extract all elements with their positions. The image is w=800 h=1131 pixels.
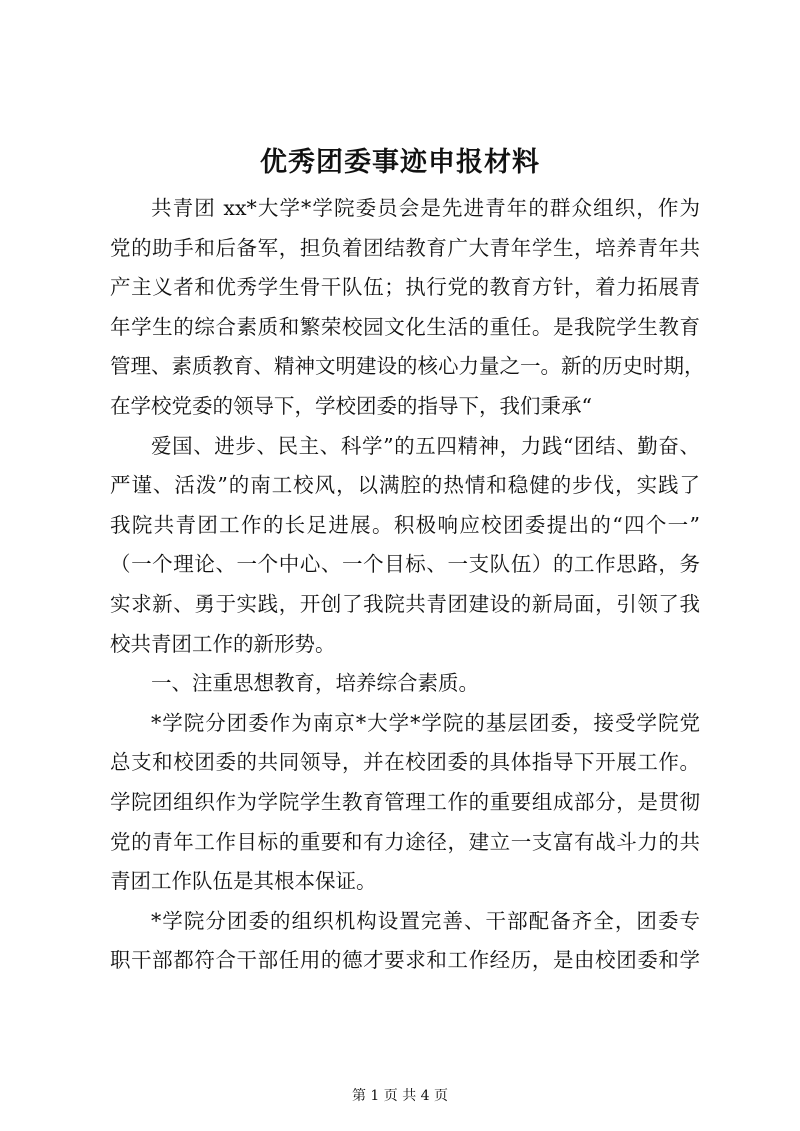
text-line: 总支和校团委的共同领导，并在校团委的具体指导下开展工作。 — [110, 750, 700, 775]
section-heading: 一、注重思想教育，培养综合素质。 — [151, 671, 479, 696]
page-footer: 第 1 页 共 4 页 — [351, 1088, 449, 1104]
text-line: （一个理论、一个中心、一个目标、一支队伍）的工作思路，务 — [110, 552, 700, 577]
text-line: 实求新、勇于实践，开创了我院共青团建设的新局面，引领了我 — [110, 591, 700, 616]
text-line: 党的助手和后备军，担负着团结教育广大青年学生，培养青年共 — [110, 235, 700, 260]
text-line: 共青团 xx*大学*学院委员会是先进青年的群众组织，作为 — [151, 196, 700, 220]
text-line: 管理、素质教育、精神文明建设的核心力量之一。新的历史时期， — [110, 354, 705, 379]
text-line: 爱国、进步、民主、科学”的五四精神，力践“团结、勤奋、 — [151, 433, 700, 458]
document-body — [110, 189, 705, 981]
text-line: 严谨、活泼”的南工校风，以满腔的热情和稳健的步伐，实践了 — [110, 473, 700, 498]
text-line: 在学校党委的领导下，学校团委的指导下，我们秉承“ — [110, 393, 592, 418]
text-line: 年学生的综合素质和繁荣校园文化生活的重任。是我院学生教育 — [110, 314, 700, 339]
text-line: *学院分团委作为南京*大学*学院的基层团委，接受学院党 — [151, 710, 700, 735]
text-line: 党的青年工作目标的重要和有力途径，建立一支富有战斗力的共 — [110, 829, 700, 854]
text-line: 校共青团工作的新形势。 — [110, 631, 336, 656]
text-line: 我院共青团工作的长足进展。积极响应校团委提出的“四个一” — [110, 512, 700, 537]
text-line: 产主义者和优秀学生骨干队伍；执行党的教育方针，着力拓展青 — [110, 275, 700, 300]
document-title: 优秀团委事迹申报材料 — [260, 147, 540, 178]
text-line: *学院分团委的组织机构设置完善、干部配备齐全，团委专 — [151, 908, 700, 933]
text-line: 学院团组织作为学院学生教育管理工作的重要组成部分，是贯彻 — [110, 789, 700, 814]
text-line: 青团工作队伍是其根本保证。 — [110, 869, 377, 894]
text-line: 职干部都符合干部任用的德才要求和工作经历，是由校团委和学 — [110, 948, 700, 973]
